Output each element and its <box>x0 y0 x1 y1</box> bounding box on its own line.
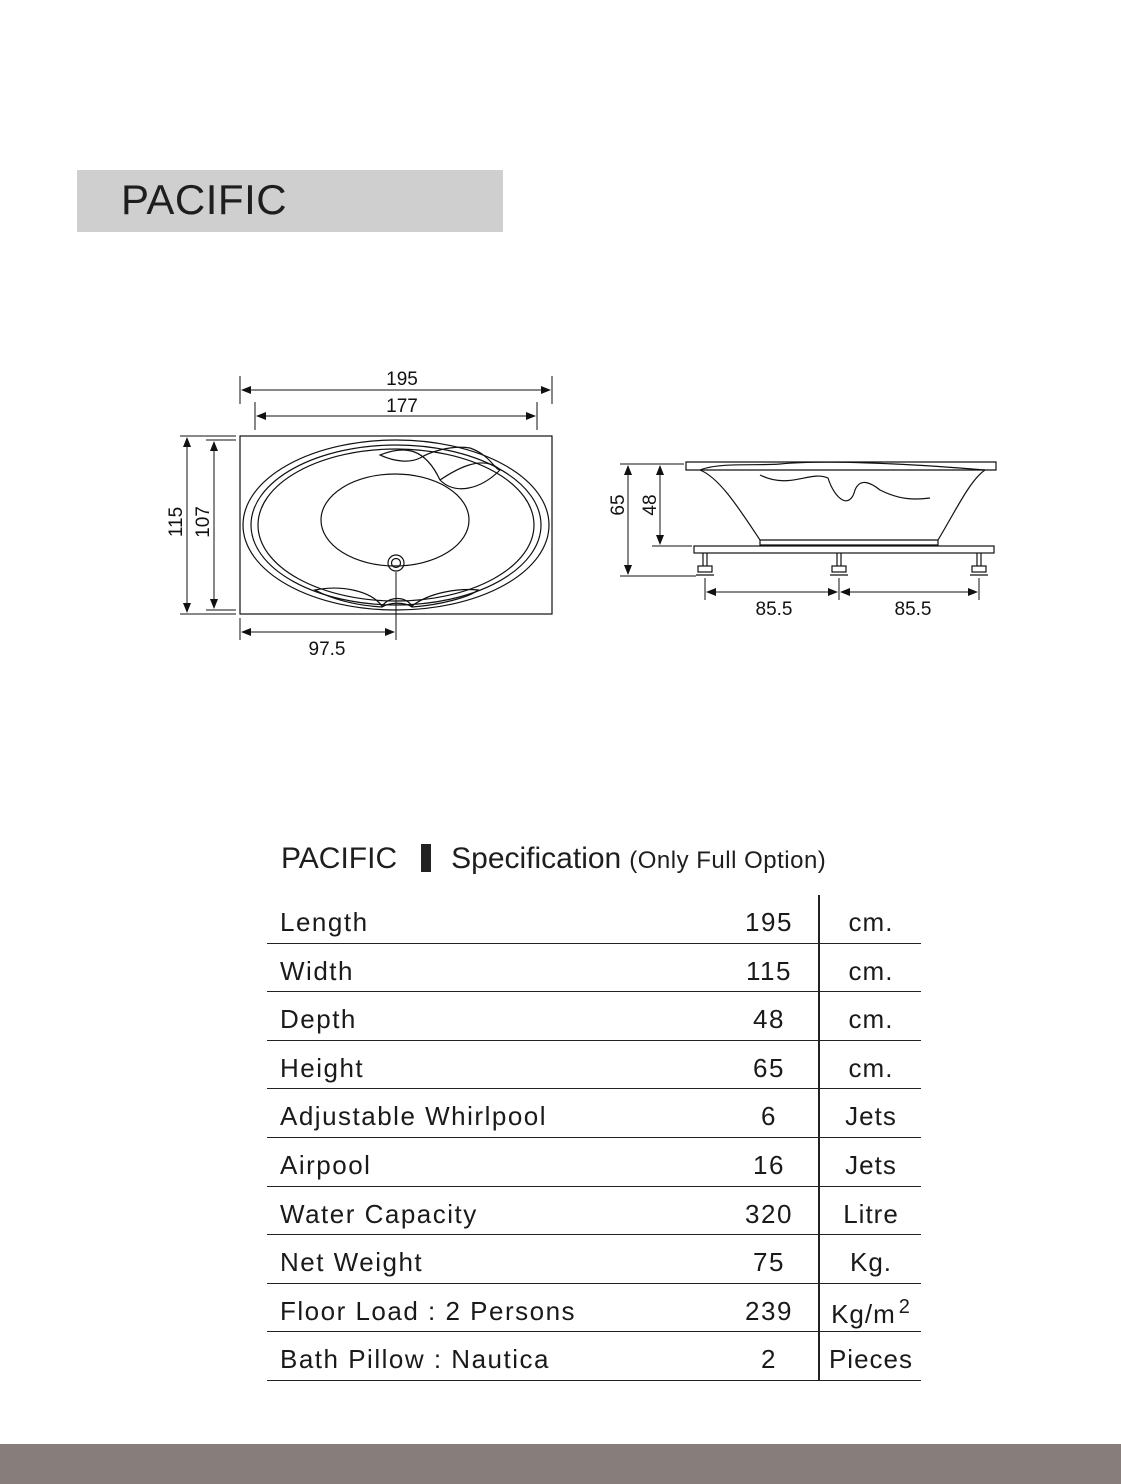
row-value: 48 <box>753 1004 785 1035</box>
table-row <box>267 1187 921 1236</box>
row-label: Width <box>280 955 354 986</box>
row-unit: Jets <box>845 1101 897 1132</box>
row-unit: cm. <box>848 907 894 937</box>
row-unit: Litre <box>843 1198 899 1229</box>
spec-heading <box>281 842 826 876</box>
unit-superscript: 2 <box>898 1295 911 1318</box>
side-view-dimensions <box>620 464 979 600</box>
table-row <box>267 1138 921 1187</box>
dim-width-inner: 107 <box>193 506 214 538</box>
spec-model: PACIFIC <box>281 842 398 875</box>
row-value: 2 <box>761 1344 777 1375</box>
row-value: 115 <box>746 955 792 986</box>
top-view-dimensions <box>180 376 552 640</box>
row-value: 239 <box>745 1295 793 1326</box>
row-value: 65 <box>753 1052 785 1083</box>
dim-width-outer: 115 <box>166 506 187 538</box>
row-label: Bath Pillow : Nautica <box>280 1344 550 1375</box>
separator-bar <box>421 844 431 872</box>
unit-text: Kg/m <box>831 1298 896 1329</box>
table-row <box>267 992 921 1041</box>
table-row <box>267 1235 921 1284</box>
table-row <box>267 1089 921 1138</box>
dim-length-outer: 195 <box>386 369 418 390</box>
row-label: Height <box>280 1052 365 1083</box>
dim-drain-offset: 97.5 <box>308 639 346 660</box>
dim-leg-spacing-left: 85.5 <box>755 599 793 620</box>
row-value: 6 <box>761 1101 777 1132</box>
spec-title: Specification <box>451 842 622 875</box>
row-value: 75 <box>753 1247 785 1278</box>
row-unit: cm. <box>848 955 894 986</box>
row-unit: Kg. <box>849 1247 893 1278</box>
row-unit: Jets <box>845 1149 897 1180</box>
row-label: Airpool <box>280 1149 372 1180</box>
table-row <box>267 895 921 944</box>
table-row <box>267 1332 921 1381</box>
row-label: Length <box>280 907 369 937</box>
dim-depth: 48 <box>640 494 661 516</box>
table-row <box>267 944 921 993</box>
row-label: Water Capacity <box>280 1198 478 1229</box>
table-row <box>267 1041 921 1090</box>
row-unit: cm. <box>848 1052 894 1083</box>
page-title: PACIFIC <box>121 176 288 223</box>
row-label: Adjustable Whirlpool <box>280 1101 548 1132</box>
row-label: Net Weight <box>280 1247 424 1278</box>
row-label: Depth <box>280 1004 357 1035</box>
row-value: 16 <box>753 1149 785 1180</box>
dim-height-total: 65 <box>608 494 629 516</box>
dim-leg-spacing-right: 85.5 <box>894 599 932 620</box>
table-column-divider <box>818 895 820 1381</box>
side-view-drawing <box>686 462 996 553</box>
row-label: Floor Load : 2 Persons <box>280 1295 577 1326</box>
spec-note: (Only Full Option) <box>629 847 827 874</box>
technical-drawing <box>0 0 1121 720</box>
side-view-legs <box>696 553 988 575</box>
dim-length-inner: 177 <box>386 396 418 417</box>
row-unit: cm. <box>848 1004 894 1035</box>
row-unit: Pieces <box>828 1344 914 1375</box>
row-unit <box>820 1296 922 1330</box>
row-value: 320 <box>745 1198 793 1229</box>
row-value: 195 <box>745 907 793 937</box>
table-row <box>267 1284 921 1333</box>
spec-table <box>267 895 921 1381</box>
footer-band <box>0 1444 1121 1484</box>
